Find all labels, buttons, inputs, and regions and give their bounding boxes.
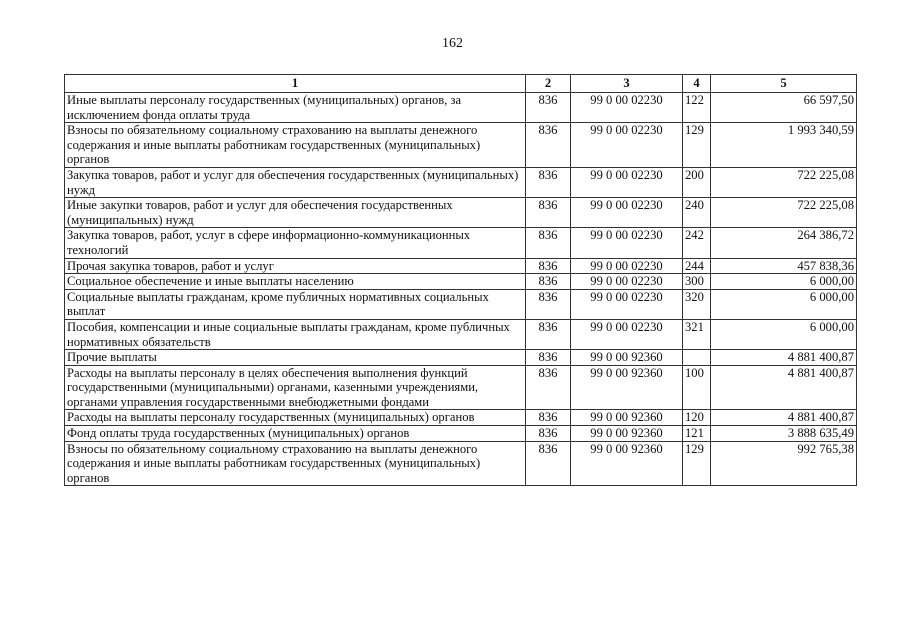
row-expense-type-cell: 120	[683, 410, 711, 426]
table-row	[65, 198, 857, 228]
budget-table	[64, 74, 857, 486]
row-expense-type-cell: 100	[683, 365, 711, 410]
table-row	[65, 274, 857, 290]
row-name-cell: Иные выплаты персоналу государственных (муниципальных) органов, за исключением фонда оплаты труда	[65, 93, 526, 123]
row-code-cell: 836	[526, 289, 571, 319]
row-name-cell: Расходы на выплаты персоналу государственных (муниципальных) органов	[65, 410, 526, 426]
table-row	[65, 319, 857, 349]
table-header-row	[65, 75, 857, 93]
row-target-article-cell: 99 0 00 92360	[571, 426, 683, 442]
row-name-cell: Иные закупки товаров, работ и услуг для обеспечения государственных (муниципальных) нужд	[65, 198, 526, 228]
row-target-article-cell: 99 0 00 92360	[571, 410, 683, 426]
row-target-article-cell: 99 0 00 02230	[571, 319, 683, 349]
header-col-2: 2	[526, 75, 571, 93]
row-expense-type-cell: 129	[683, 441, 711, 486]
row-amount-cell: 4 881 400,87	[711, 410, 857, 426]
row-expense-type-cell: 320	[683, 289, 711, 319]
table-row	[65, 167, 857, 197]
table-row	[65, 289, 857, 319]
row-amount-cell: 722 225,08	[711, 167, 857, 197]
row-code-cell: 836	[526, 426, 571, 442]
row-code-cell: 836	[526, 123, 571, 168]
row-target-article-cell: 99 0 00 02230	[571, 274, 683, 290]
row-name-cell: Закупка товаров, работ и услуг для обеспечения государственных (муниципальных) нужд	[65, 167, 526, 197]
table-body	[65, 93, 857, 486]
row-amount-cell: 264 386,72	[711, 228, 857, 258]
row-expense-type-cell	[683, 350, 711, 366]
row-target-article-cell: 99 0 00 02230	[571, 228, 683, 258]
header-col-1: 1	[65, 75, 526, 93]
row-expense-type-cell: 121	[683, 426, 711, 442]
table-row	[65, 123, 857, 168]
table-row	[65, 350, 857, 366]
row-name-cell: Социальные выплаты гражданам, кроме публичных нормативных социальных выплат	[65, 289, 526, 319]
row-amount-cell: 722 225,08	[711, 198, 857, 228]
row-expense-type-cell: 200	[683, 167, 711, 197]
row-code-cell: 836	[526, 167, 571, 197]
row-amount-cell: 992 765,38	[711, 441, 857, 486]
row-code-cell: 836	[526, 365, 571, 410]
row-name-cell: Взносы по обязательному социальному страхованию на выплаты денежного содержания и иные выплаты работникам государственных (муниципальных) органов	[65, 123, 526, 168]
table-row	[65, 258, 857, 274]
row-target-article-cell: 99 0 00 02230	[571, 167, 683, 197]
row-target-article-cell: 99 0 00 02230	[571, 289, 683, 319]
table-row	[65, 228, 857, 258]
row-amount-cell: 1 993 340,59	[711, 123, 857, 168]
row-expense-type-cell: 242	[683, 228, 711, 258]
row-expense-type-cell: 122	[683, 93, 711, 123]
row-target-article-cell: 99 0 00 02230	[571, 93, 683, 123]
row-target-article-cell: 99 0 00 02230	[571, 258, 683, 274]
row-amount-cell: 457 838,36	[711, 258, 857, 274]
row-code-cell: 836	[526, 228, 571, 258]
row-amount-cell: 6 000,00	[711, 319, 857, 349]
header-col-5: 5	[711, 75, 857, 93]
row-code-cell: 836	[526, 93, 571, 123]
row-code-cell: 836	[526, 441, 571, 486]
row-amount-cell: 6 000,00	[711, 274, 857, 290]
row-name-cell: Взносы по обязательному социальному страхованию на выплаты денежного содержания и иные выплаты работникам государственных (муниципальных) органов	[65, 441, 526, 486]
table-row	[65, 441, 857, 486]
row-name-cell: Закупка товаров, работ, услуг в сфере информационно-коммуникационных технологий	[65, 228, 526, 258]
row-expense-type-cell: 300	[683, 274, 711, 290]
row-code-cell: 836	[526, 410, 571, 426]
table-row	[65, 426, 857, 442]
row-code-cell: 836	[526, 350, 571, 366]
row-code-cell: 836	[526, 198, 571, 228]
table-row	[65, 93, 857, 123]
row-target-article-cell: 99 0 00 92360	[571, 365, 683, 410]
table-row	[65, 365, 857, 410]
row-name-cell: Фонд оплаты труда государственных (муниципальных) органов	[65, 426, 526, 442]
row-amount-cell: 66 597,50	[711, 93, 857, 123]
row-expense-type-cell: 240	[683, 198, 711, 228]
page-number: 162	[442, 36, 463, 51]
row-expense-type-cell: 129	[683, 123, 711, 168]
header-col-4: 4	[683, 75, 711, 93]
row-expense-type-cell: 244	[683, 258, 711, 274]
row-target-article-cell: 99 0 00 92360	[571, 441, 683, 486]
row-target-article-cell: 99 0 00 92360	[571, 350, 683, 366]
row-target-article-cell: 99 0 00 02230	[571, 198, 683, 228]
row-code-cell: 836	[526, 274, 571, 290]
row-amount-cell: 4 881 400,87	[711, 365, 857, 410]
table-row	[65, 410, 857, 426]
row-expense-type-cell: 321	[683, 319, 711, 349]
row-name-cell: Социальное обеспечение и иные выплаты населению	[65, 274, 526, 290]
row-code-cell: 836	[526, 319, 571, 349]
row-name-cell: Прочие выплаты	[65, 350, 526, 366]
row-name-cell: Расходы на выплаты персоналу в целях обеспечения выполнения функций государственными (муниципальными) органами, казенными учреждениями, органами управления государственными внебюджетными фондами	[65, 365, 526, 410]
row-amount-cell: 3 888 635,49	[711, 426, 857, 442]
row-name-cell: Пособия, компенсации и иные социальные выплаты гражданам, кроме публичных нормативных обязательств	[65, 319, 526, 349]
row-name-cell: Прочая закупка товаров, работ и услуг	[65, 258, 526, 274]
header-col-3: 3	[571, 75, 683, 93]
row-code-cell: 836	[526, 258, 571, 274]
row-amount-cell: 6 000,00	[711, 289, 857, 319]
row-amount-cell: 4 881 400,87	[711, 350, 857, 366]
row-target-article-cell: 99 0 00 02230	[571, 123, 683, 168]
